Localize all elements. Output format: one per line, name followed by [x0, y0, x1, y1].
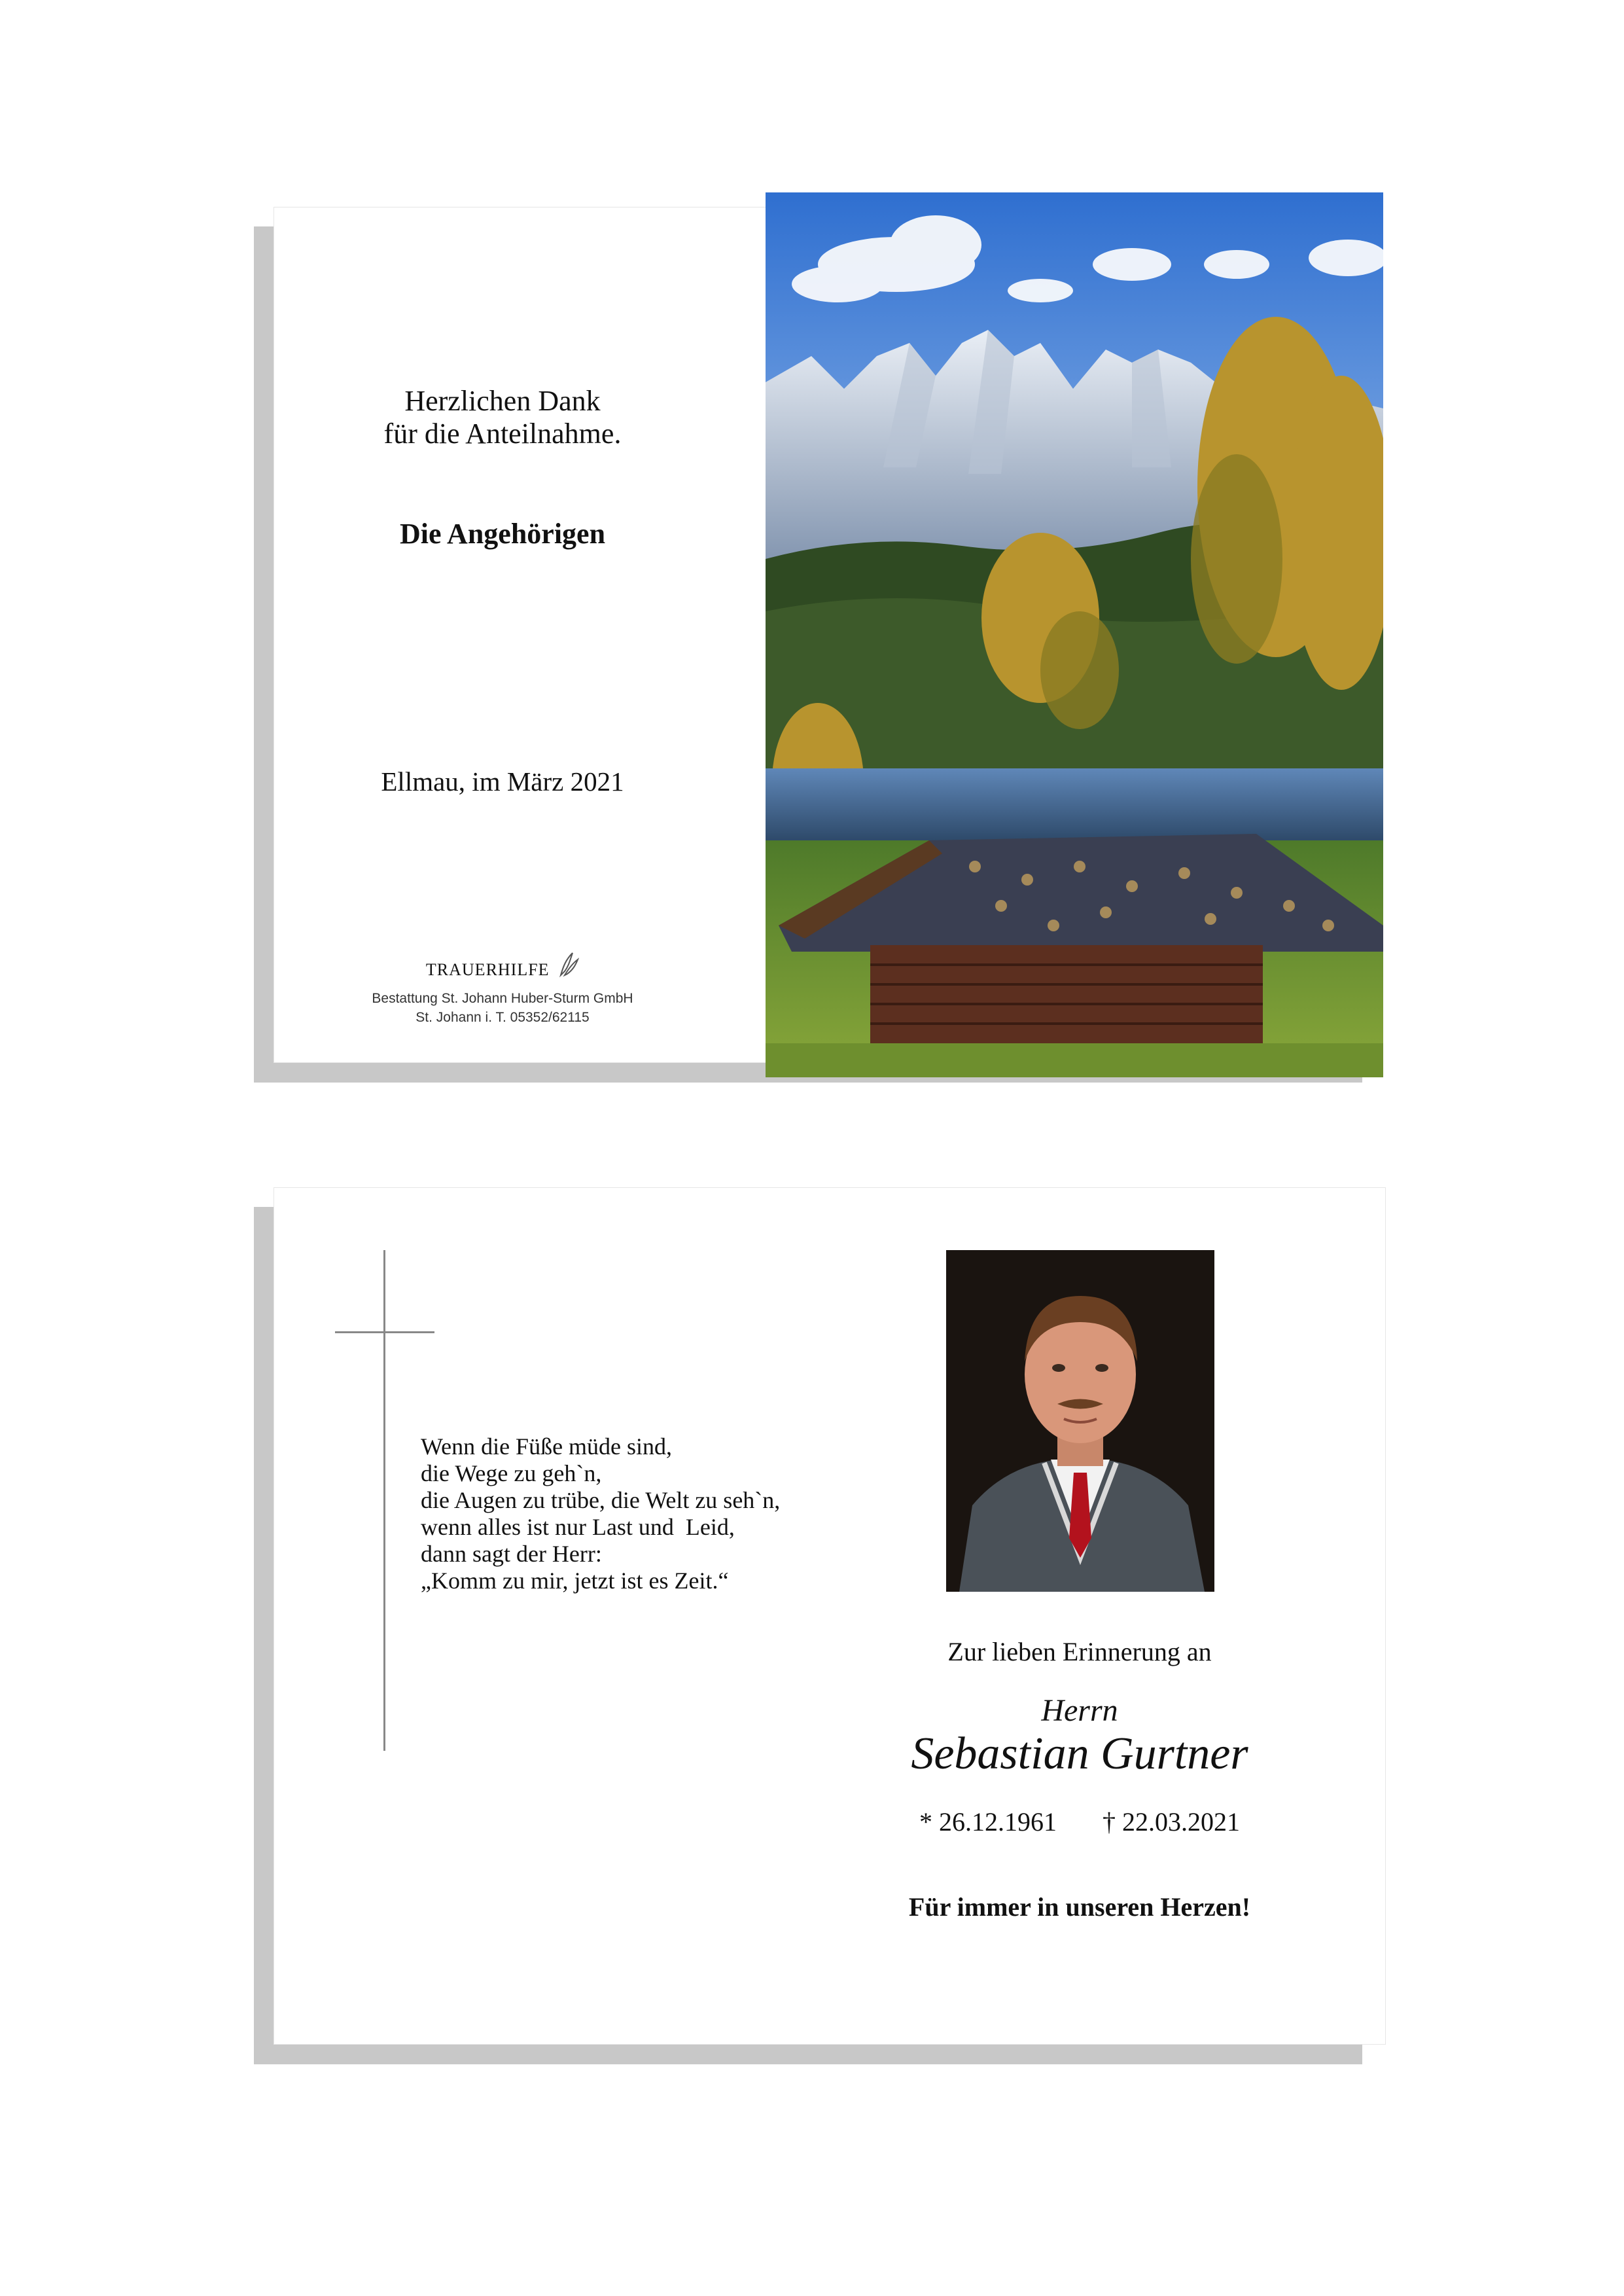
landscape-photo	[766, 192, 1383, 1077]
life-dates	[851, 1806, 1309, 1837]
logo-text: TRAUERHILFE	[425, 960, 550, 979]
poem-line: die Wege zu geh`n,	[421, 1460, 602, 1486]
death-date: † 22.03.2021	[1103, 1807, 1240, 1837]
portrait-photo	[946, 1250, 1214, 1592]
thanks-text	[274, 385, 732, 450]
angel-wing-icon	[557, 952, 579, 978]
funeral-home-contact: St. Johann i. T. 05352/62115	[415, 1010, 590, 1025]
place-date: Ellmau, im März 2021	[381, 766, 624, 797]
memory-heading: Zur lieben Erinnerung an	[947, 1637, 1212, 1666]
poem-line: dann sagt der Herr:	[421, 1541, 602, 1567]
cross-icon-bar	[335, 1331, 434, 1333]
birth-date: * 26.12.1961	[919, 1807, 1057, 1837]
poem-line: „Komm zu mir, jetzt ist es Zeit.“	[421, 1568, 729, 1594]
relatives-text: Die Angehörigen	[399, 518, 606, 550]
cross-icon	[383, 1250, 385, 1751]
funeral-home-name: Bestattung St. Johann Huber-Sturm GmbH	[372, 991, 633, 1006]
thanks-line-2: für die Anteilnahme.	[383, 418, 622, 450]
thanks-line-1: Herzlichen Dank	[404, 385, 601, 417]
poem	[421, 1433, 780, 1594]
deceased-name: Sebastian Gurtner	[911, 1729, 1248, 1779]
funeral-logo	[274, 952, 732, 980]
closing-line: Für immer in unseren Herzen!	[908, 1892, 1251, 1922]
poem-line: wenn alles ist nur Last und Leid,	[421, 1514, 735, 1540]
salutation: Herrn	[1041, 1693, 1118, 1728]
poem-line: Wenn die Füße müde sind,	[421, 1433, 673, 1460]
poem-line: die Augen zu trübe, die Welt zu seh`n,	[421, 1487, 781, 1513]
